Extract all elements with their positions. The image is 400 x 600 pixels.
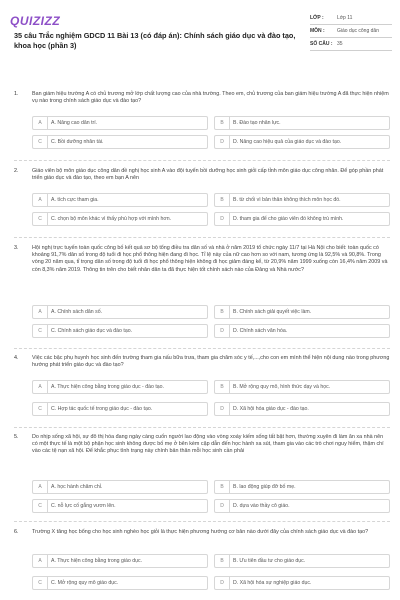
question-text: Hội nghị trực tuyến toàn quốc công bố kết quả sơ bộ tổng điều tra dân số và nhà ở năm 2019 tổ chức ngày 11/7 tại Hà Nội cho biết: toàn quốc có khoảng 91,7% dân số trong độ tuổi đi học phổ thông hiện đang đi học. Tỉ lệ này của nữ cao hơn so với nam, tương ứng là 92,5% và 90,8%. Trong vòng 20 năm qua, tỉ trọng dân số trong độ tuổi đi học phổ thông hiện không đi học giảm đáng kể, từ 20,9% năm 1999 xuống còn 16,4% năm 2009 và còn 8,3% năm 2019. Thông tin trên cho biết nhân dân ta đã thực hiện tốt chính sách nào của Đảng và Nhà nước? xyxy=(32,245,388,273)
meta-value: 35 xyxy=(337,41,343,47)
option-a[interactable] xyxy=(32,116,208,130)
option-c[interactable] xyxy=(32,499,208,513)
option-d[interactable] xyxy=(214,576,390,590)
option-text: B. Ưu tiên đầu tư cho giáo dục. xyxy=(233,558,306,564)
question-number: 5. xyxy=(14,434,19,440)
question-number: 3. xyxy=(14,245,19,251)
worksheet-title: 35 câu Trắc nghiệm GDCD 11 Bài 13 (có đáp án): Chính sách giáo dục và đào tạo, khoa học (phần 3) xyxy=(14,31,296,50)
option-text: A. Chính sách dân số. xyxy=(51,309,103,315)
divider xyxy=(14,160,390,161)
option-text: D. tham gia để cho giáo viên đó không trù mình. xyxy=(233,216,344,222)
question-4 xyxy=(14,355,390,425)
option-c[interactable] xyxy=(32,135,208,149)
option-letter: C xyxy=(33,136,48,148)
option-letter: B xyxy=(215,117,230,129)
meta-value: Giáo dục công dân xyxy=(337,28,379,34)
option-text: D. dựa vào thầy cô giáo. xyxy=(233,503,290,509)
option-letter: A xyxy=(33,481,48,493)
option-c[interactable] xyxy=(32,402,208,416)
option-letter: C xyxy=(33,577,48,589)
option-text: A. Thực hiện công bằng trong giáo dục - đào tạo. xyxy=(51,384,164,390)
option-letter: A xyxy=(33,555,48,567)
divider xyxy=(14,237,390,238)
option-c[interactable] xyxy=(32,212,208,226)
option-letter: C xyxy=(33,325,48,337)
option-letter: D xyxy=(215,136,230,148)
option-letter: C xyxy=(33,403,48,415)
question-6 xyxy=(14,529,390,597)
question-number: 2. xyxy=(14,168,19,174)
meta-row-count xyxy=(310,38,392,51)
option-c[interactable] xyxy=(32,324,208,338)
option-a[interactable] xyxy=(32,480,208,494)
option-b[interactable] xyxy=(214,480,390,494)
option-a[interactable] xyxy=(32,193,208,207)
option-letter: A xyxy=(33,194,48,206)
option-letter: A xyxy=(33,117,48,129)
option-d[interactable] xyxy=(214,324,390,338)
option-letter: C xyxy=(33,213,48,225)
option-letter: D xyxy=(215,403,230,415)
option-letter: D xyxy=(215,577,230,589)
option-text: B. Mở rộng quy mô, hình thức dạy và học. xyxy=(233,384,331,390)
divider xyxy=(14,427,390,428)
option-d[interactable] xyxy=(214,135,390,149)
meta-key: SỐ CÂU : xyxy=(310,41,333,47)
question-text: Ban giám hiệu trường A có chủ trương mở lớp chất lượng cao của nhà trường. Theo em, chủ trương của ban giám hiệu trường A đã thực hiện nhiệm vụ nào trong chính sách giáo dục và đào tạo? xyxy=(32,91,389,105)
option-text: A. Thực hiện công bằng trong giáo dục. xyxy=(51,558,143,564)
divider xyxy=(14,521,390,522)
option-text: D. Chính sách văn hóa. xyxy=(233,328,288,334)
option-d[interactable] xyxy=(214,212,390,226)
option-b[interactable] xyxy=(214,305,390,319)
option-letter: B xyxy=(215,481,230,493)
meta-value: Lớp 11 xyxy=(337,15,353,21)
option-text: B. Đào tạo nhân lực. xyxy=(233,120,281,126)
option-text: D. Xã hội hóa giáo dục - đào tạo. xyxy=(233,406,309,412)
option-letter: B xyxy=(215,306,230,318)
option-b[interactable] xyxy=(214,193,390,207)
worksheet-header xyxy=(0,0,400,72)
meta-key: MÔN : xyxy=(310,28,325,34)
option-b[interactable] xyxy=(214,554,390,568)
option-letter: D xyxy=(215,325,230,337)
option-a[interactable] xyxy=(32,305,208,319)
option-text: D. Xã hội hóa sự nghiệp giáo dục. xyxy=(233,580,312,586)
option-text: C. Mở rộng quy mô giáo dục. xyxy=(51,580,119,586)
quizizz-logo: QUIZIZZ xyxy=(10,14,61,28)
question-2 xyxy=(14,168,390,230)
option-text: B. Chính sách giải quyết việc làm. xyxy=(233,309,312,315)
option-letter: B xyxy=(215,194,230,206)
question-text: Trường X tăng học bổng cho học sinh nghèo học giỏi là thực hiện phương hướng cơ bản nào dưới đây của chính sách giáo dục và đào tạo? xyxy=(32,529,369,535)
option-a[interactable] xyxy=(32,554,208,568)
option-text: B. từ chối vì bản thân không thích môn học đó. xyxy=(233,197,341,203)
divider xyxy=(14,348,390,349)
option-b[interactable] xyxy=(214,380,390,394)
question-number: 4. xyxy=(14,355,19,361)
option-letter: B xyxy=(215,555,230,567)
option-text: A. Nâng cao dân trí. xyxy=(51,120,98,126)
option-d[interactable] xyxy=(214,499,390,513)
meta-key: LỚP : xyxy=(310,15,324,21)
option-letter: A xyxy=(33,306,48,318)
option-b[interactable] xyxy=(214,116,390,130)
option-text: C. nỗ lực cố gắng vươn lên. xyxy=(51,503,116,509)
option-letter: D xyxy=(215,500,230,512)
option-letter: B xyxy=(215,381,230,393)
question-number: 1. xyxy=(14,91,19,97)
option-letter: C xyxy=(33,500,48,512)
question-number: 6. xyxy=(14,529,19,535)
option-text: C. chọn bộ môn khác vì thấy phù hợp với mình hơn. xyxy=(51,216,172,222)
worksheet-meta xyxy=(310,12,392,51)
meta-row-class xyxy=(310,12,392,25)
option-text: A. tích cực tham gia. xyxy=(51,197,99,203)
option-text: D. Nâng cao hiệu quả của giáo dục và đào tạo. xyxy=(233,139,342,145)
question-text: Việc các bậc phụ huynh học sinh đến trường tham gia nấu bữa trưa, tham gia chăm sóc y tế,...,cho con em mình thể hiện nội dung nào trong phương hướng phát triển giáo dục và đào tạo? xyxy=(32,355,390,369)
question-1 xyxy=(14,91,390,153)
option-a[interactable] xyxy=(32,380,208,394)
option-text: C. Hợp tác quốc tế trong giáo dục - đào tạo. xyxy=(51,406,153,412)
option-text: B. lao động giúp đỡ bố mẹ. xyxy=(233,484,296,490)
option-letter: A xyxy=(33,381,48,393)
option-text: C. Chính sách giáo dục và đào tạo. xyxy=(51,328,133,334)
question-text: Giáo viên bộ môn giáo dục công dân đề nghị học sinh A vào đội tuyển bồi dưỡng học sinh giỏi cấp tỉnh môn giáo dục công nhân. Để góp phần phát triển giáo dục và đào tạo, theo em bạn A nên xyxy=(32,168,384,182)
meta-row-subject xyxy=(310,25,392,38)
question-text: Do nhịp sống xã hội, sự đô thị hóa đang ngày càng cuốn người lao động vào vòng xoáy kiếm sống tất bật hơn, thường xuyên đi làm ăn xa nhà nên có một thực tế là một bộ phận học sinh không được bố mẹ ở bên kèm cặp dẫn đến học hành xa sút, tham gia vào các trò chơi nguy hiểm, thậm chí vào các tệ nạn xã hội. Để khắc phục tình trạng này chính bản thân mỗi học sinh cần phải xyxy=(32,434,384,455)
option-text: A. học hành chăm chỉ. xyxy=(51,484,103,490)
question-5 xyxy=(14,434,390,518)
option-text: C. Bồi dưỡng nhân tài. xyxy=(51,139,104,145)
option-c[interactable] xyxy=(32,576,208,590)
question-3 xyxy=(14,245,390,343)
option-d[interactable] xyxy=(214,402,390,416)
option-letter: D xyxy=(215,213,230,225)
